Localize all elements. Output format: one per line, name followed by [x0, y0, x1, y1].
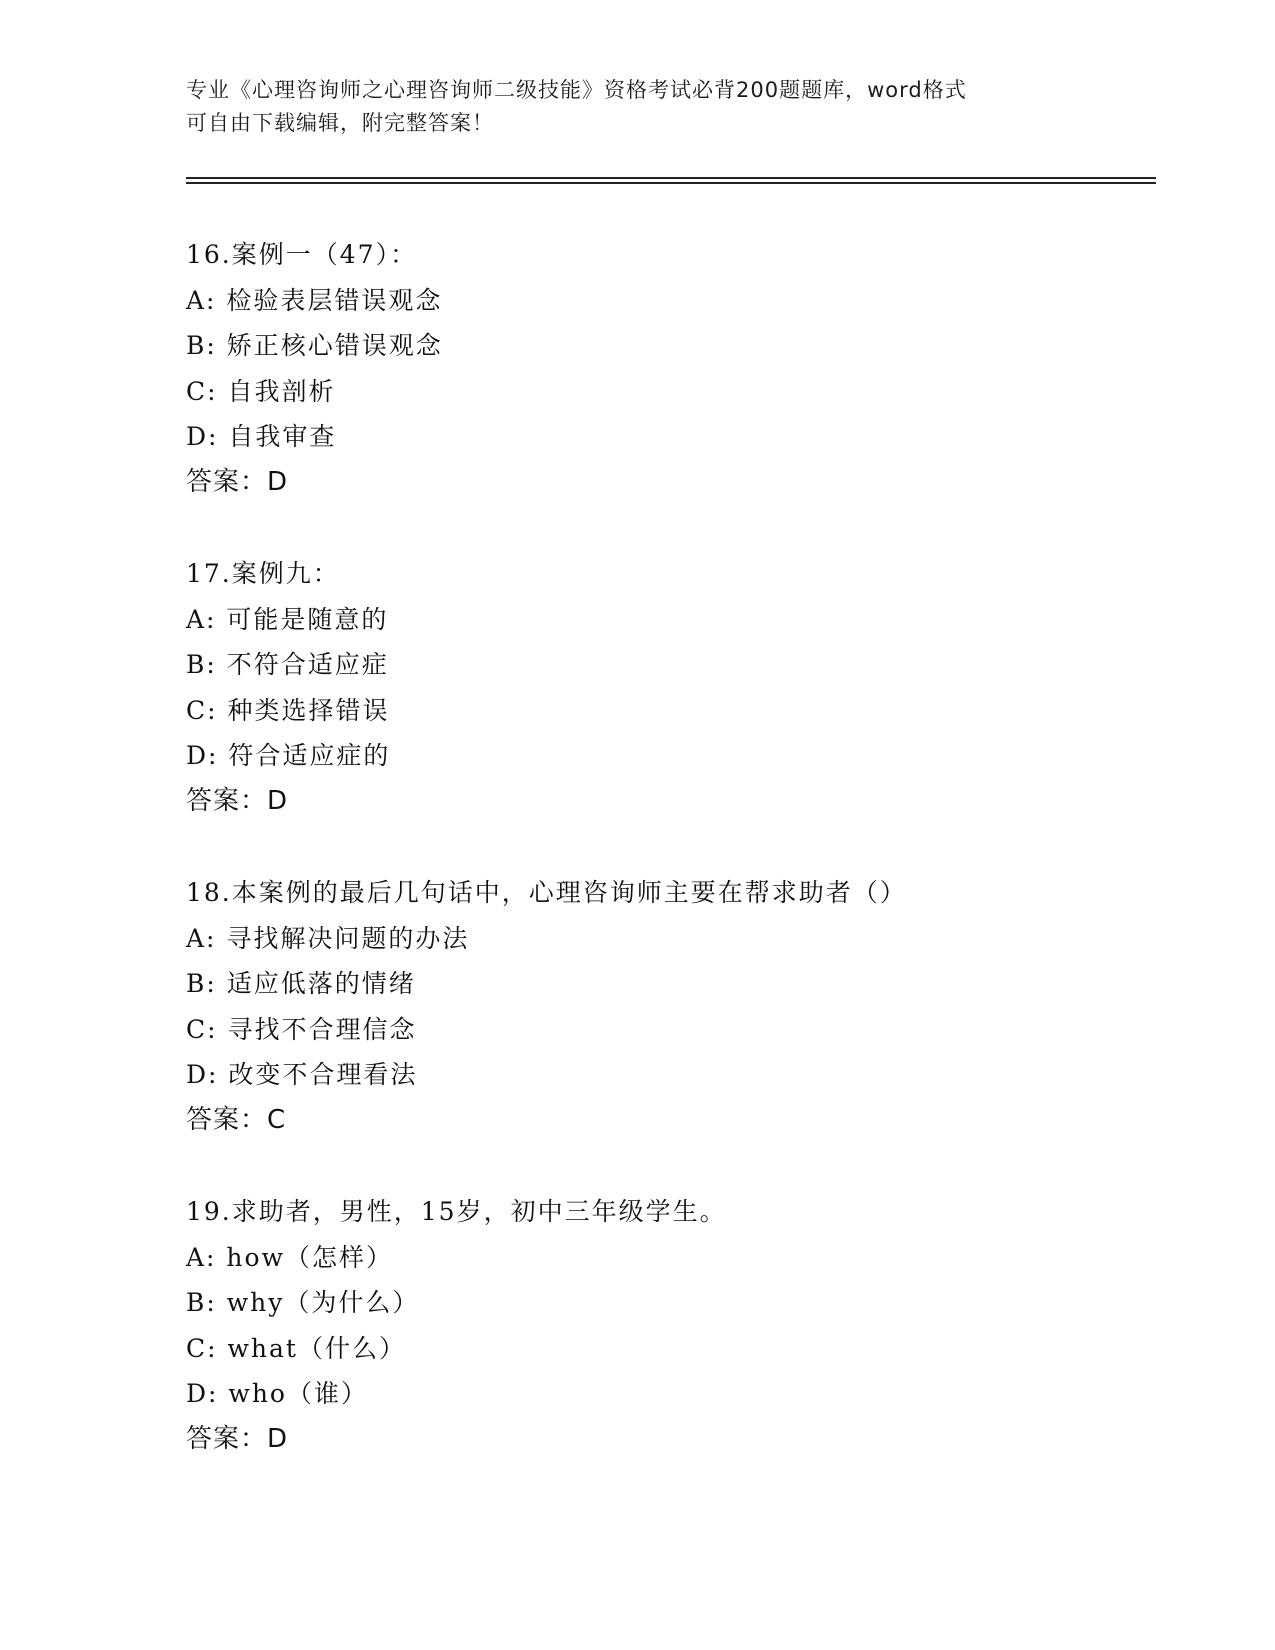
option-d: D: 自我审查 [186, 422, 337, 452]
option-c: C: 自我剖析 [186, 376, 336, 406]
option-a: A: 可能是随意的 [186, 604, 389, 634]
question-stem: 18.本案例的最后几句话中，心理咨询师主要在帮求助者（） [186, 878, 907, 907]
option-d: D: 符合适应症的 [186, 741, 391, 771]
header-line-2: 可自由下载编辑，附完整答案！ [186, 111, 494, 135]
question-stem: 19.求助者，男性，15岁，初中三年级学生。 [186, 1197, 727, 1226]
question-stem: 17.案例九： [186, 559, 340, 588]
option-a: A: 检验表层错误观念 [186, 285, 443, 315]
option-b: B: why（为什么） [186, 1288, 420, 1318]
answer: 答案：D [186, 466, 289, 497]
option-a: A: 寻找解决问题的办法 [186, 923, 470, 953]
header-divider-bottom [186, 182, 1156, 184]
question-18 [186, 870, 1166, 1144]
question-16 [186, 232, 1166, 506]
header-line-1: 专业《心理咨询师之心理咨询师二级技能》资格考试必背200题题库，word格式 [186, 78, 967, 102]
question-stem: 16.案例一（47）： [186, 240, 418, 269]
option-b: B: 矫正核心错误观念 [186, 331, 443, 361]
option-c: C: 种类选择错误 [186, 695, 390, 725]
question-17 [186, 551, 1166, 825]
answer: 答案：C [186, 1104, 287, 1135]
answer: 答案：D [186, 785, 289, 816]
option-b: B: 适应低落的情绪 [186, 969, 416, 999]
document-header [186, 74, 1086, 140]
option-d: D: who（谁） [186, 1379, 368, 1409]
answer: 答案：D [186, 1423, 289, 1454]
option-c: C: what（什么） [186, 1333, 406, 1363]
option-b: B: 不符合适应症 [186, 650, 389, 680]
question-19 [186, 1189, 1166, 1463]
header-divider-top [186, 177, 1156, 179]
option-c: C: 寻找不合理信念 [186, 1014, 417, 1044]
option-a: A: how（怎样） [186, 1242, 393, 1272]
option-d: D: 改变不合理看法 [186, 1060, 418, 1090]
